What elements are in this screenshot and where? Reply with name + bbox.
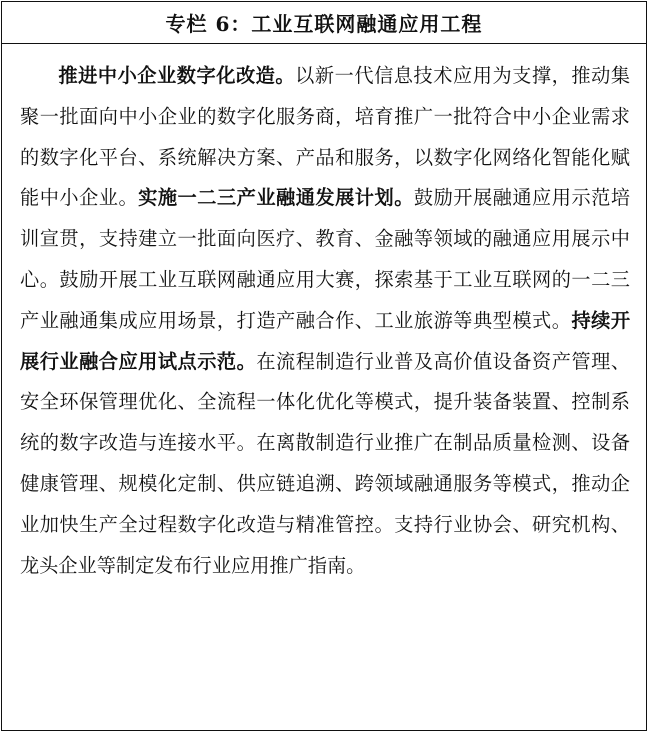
box-body (2, 44, 646, 586)
title-row (2, 2, 646, 44)
box-title: 专栏 6：工业互联网融通应用工程 (165, 12, 483, 36)
bold-heading-1: 推进中小企业数字化改造。 (58, 64, 296, 87)
bold-heading-2: 实施一二三产业融通发展计划。 (138, 186, 414, 210)
body-text-1: 以新一代信息技术应用为支撑，推动集聚一批面向中小企业的数字化服务商，培育推广一批符合中小企业需求的数字化平台、系统解决方案、产品和服务，以数字化网络化智能化赋能中小企业。 (20, 64, 631, 210)
body-text-3: 在流程制造行业普及高价值设备资产管理、安全环保管理优化、全流程一体化优化等模式，提升装备装置、控制系统的数字改造与连接水平。在离散制造行业推广在制品质量检测、设备健康管理、规模化定制、供应链追溯、跨领域融通服务等模式，推动企业加快生产全过程数字化改造与精准管控。支持行业协会、研究机构、龙头企业等制定发布行业应用推广指南。 (20, 349, 631, 577)
bold-heading-3: 持续开展行业融合应用试点示范。 (20, 308, 631, 373)
body-text-2: 鼓励开展融通应用示范培训宣贯，支持建立一批面向医疗、教育、金融等领域的融通应用展示中心。鼓励开展工业互联网融通应用大赛，探索基于工业互联网的一二三产业融通集成应用场景，打造产融合作、工业旅游等典型模式。 (20, 186, 631, 332)
feature-box (1, 1, 647, 731)
